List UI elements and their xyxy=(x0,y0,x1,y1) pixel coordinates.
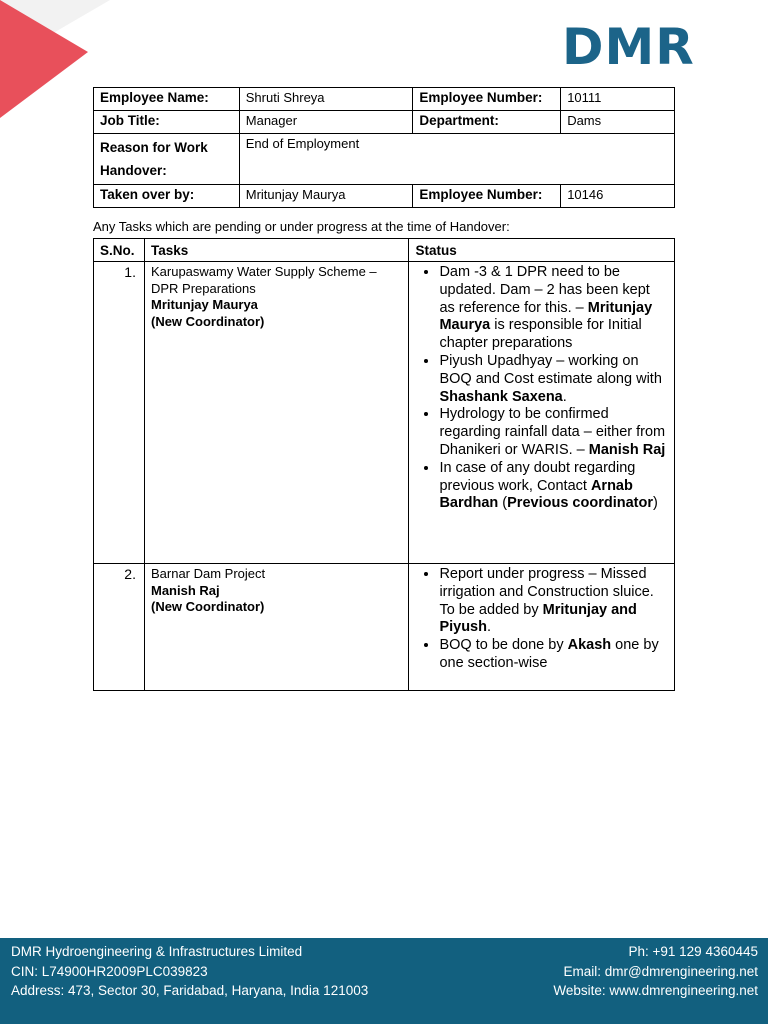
taken-over-label: Taken over by: xyxy=(94,185,240,208)
status-person: Mritunjay Maurya xyxy=(439,299,653,334)
task-number: 2. xyxy=(94,564,145,691)
employee-number-label: Employee Number: xyxy=(413,88,561,111)
status-text: one by one section-wise xyxy=(439,637,659,671)
task-coordinator: Mritunjay Maurya xyxy=(150,297,258,312)
taken-over-value: Mritunjay Maurya xyxy=(239,185,413,208)
task-name: Barnar Dam Project xyxy=(150,566,266,581)
status-cell xyxy=(409,564,675,691)
status-item xyxy=(439,406,668,459)
status-list xyxy=(415,566,668,673)
status-role: Previous coordinator xyxy=(507,495,653,512)
job-title-value: Manager xyxy=(239,111,413,134)
tasks-header-row xyxy=(94,239,675,262)
footer-address: Address: 473, Sector 30, Faridabad, Haryana, India 121003 xyxy=(11,983,369,998)
task-cell xyxy=(144,564,408,691)
info-row xyxy=(94,111,675,134)
status-person: Mritunjay and Piyush xyxy=(439,601,637,636)
task-coordinator-role: (New Coordinator) xyxy=(150,313,265,329)
footer-cin: CIN: L74900HR2009PLC039823 xyxy=(11,963,208,979)
reason-label xyxy=(94,134,240,185)
task-coordinator: Manish Raj xyxy=(150,582,220,598)
status-text: Report under progress – Missed irrigation and Construction sluice. To be added by xyxy=(439,566,654,618)
department-value: Dams xyxy=(561,111,675,134)
reason-value: End of Employment xyxy=(239,134,674,185)
status-person: Akash xyxy=(567,637,612,654)
employee-info-table xyxy=(93,87,675,208)
employee-number-value-2: 10146 xyxy=(561,185,675,208)
sno-header: S.No. xyxy=(94,239,145,262)
table-row xyxy=(94,262,675,564)
company-logo: DMR xyxy=(562,18,695,76)
footer xyxy=(0,938,768,1024)
status-text: is responsible for Initial chapter preparations xyxy=(439,317,642,352)
footer-right xyxy=(553,942,758,1001)
job-title-label: Job Title: xyxy=(94,111,240,134)
status-item xyxy=(439,460,668,513)
info-row xyxy=(94,88,675,111)
footer-left xyxy=(11,942,368,1001)
employee-name-label: Employee Name: xyxy=(94,88,240,111)
task-coordinator-role: (New Coordinator) xyxy=(150,599,265,614)
employee-number-label-2: Employee Number: xyxy=(413,185,561,208)
status-cell xyxy=(409,262,675,564)
task-cell xyxy=(144,262,408,564)
reason-label-line-1: Reason for Work xyxy=(100,140,208,155)
status-text: ) xyxy=(652,495,658,512)
status-text: In case of any doubt regarding previous work, Contact xyxy=(439,459,636,494)
status-item xyxy=(439,637,668,673)
tasks-table xyxy=(93,238,675,691)
status-text: BOQ to be done by xyxy=(439,637,564,654)
employee-number-value: 10111 xyxy=(561,88,675,111)
status-person: Arnab Bardhan xyxy=(439,477,633,512)
footer-company: DMR Hydroengineering & Infrastructures Limited xyxy=(11,944,303,959)
status-text: . xyxy=(562,388,567,405)
task-number: 1. xyxy=(94,262,145,564)
info-row xyxy=(94,185,675,208)
table-row xyxy=(94,564,675,691)
info-row xyxy=(94,134,675,185)
department-label: Department: xyxy=(413,111,561,134)
footer-email[interactable]: Email: dmr@dmrengineering.net xyxy=(563,963,758,979)
footer-phone: Ph: +91 129 4360445 xyxy=(628,944,758,959)
pending-tasks-note: Any Tasks which are pending or under progress at the time of Handover: xyxy=(93,219,510,234)
status-person: Shashank Saxena xyxy=(439,388,563,405)
status-item xyxy=(439,264,668,353)
employee-name-value: Shruti Shreya xyxy=(239,88,413,111)
status-text: Piyush Upadhyay – working on BOQ and Cost estimate along with xyxy=(439,352,662,387)
status-text: . xyxy=(486,619,492,636)
status-list xyxy=(415,264,668,513)
status-item xyxy=(439,566,668,637)
task-name: Karupaswamy Water Supply Scheme – DPR Preparations xyxy=(150,264,377,296)
status-item xyxy=(439,353,668,406)
status-person: Manish Raj xyxy=(588,441,666,458)
reason-label-line-2: Handover: xyxy=(100,163,167,178)
footer-website[interactable]: Website: www.dmrengineering.net xyxy=(553,983,758,998)
status-text: Dam -3 & 1 DPR need to be updated. Dam – 2 has been kept as reference for this. – xyxy=(439,264,650,316)
status-text: ( xyxy=(502,495,508,512)
tasks-header: Tasks xyxy=(144,239,408,262)
status-header: Status xyxy=(409,239,675,262)
status-text: Hydrology to be confirmed regarding rainfall data – either from Dhanikeri or WARIS. – xyxy=(439,406,666,458)
